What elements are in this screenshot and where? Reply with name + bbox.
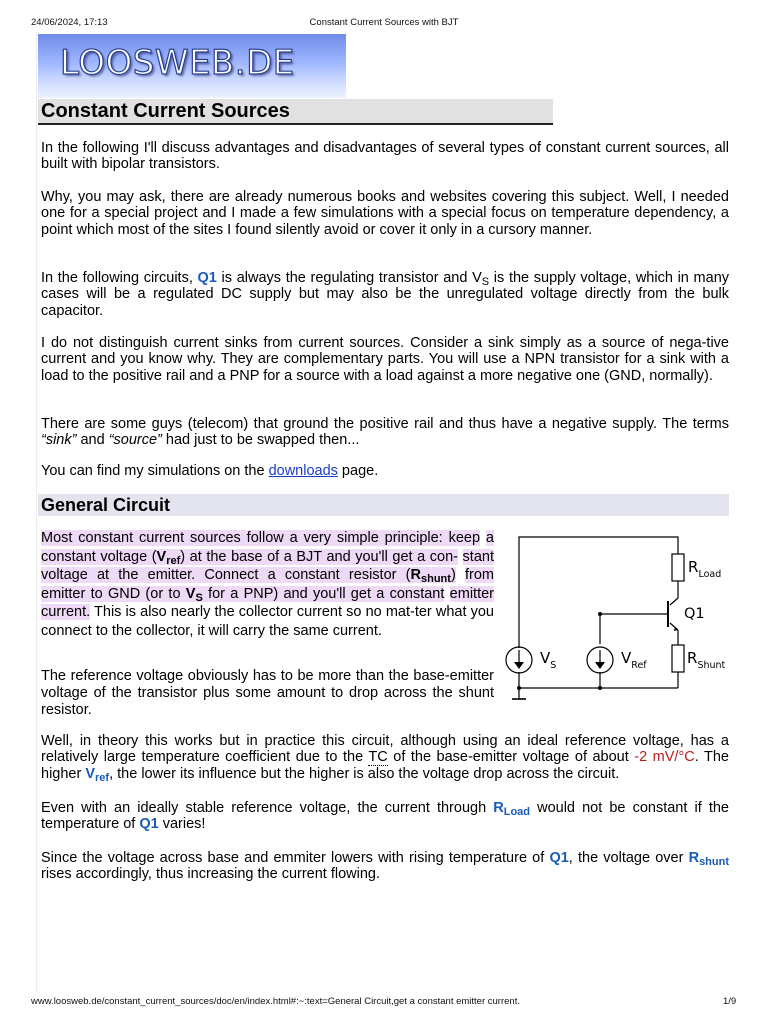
svg-text:RShunt: $R_{Shunt}$ [687,649,726,671]
print-date: 24/06/2024, 17:13 [31,17,108,28]
svg-text:Q1: Q1 [684,606,705,622]
downloads-link[interactable]: downloads [268,463,338,479]
page-title: Constant Current Sources [38,99,553,125]
site-logo[interactable] [38,34,346,98]
page-left-border [36,32,37,992]
rshunt-resistor [672,645,684,672]
intro-paragraph-5: There are some guys (telecom) that ground the positive rail and thus have a negative supply. The terms “sink” and “source” had just to be swapped then... [41,416,729,449]
tc-abbreviation[interactable]: TC [368,749,388,766]
svg-text:RLoad: $R_{Load}$ [688,558,722,580]
section-title-general-circuit: General Circuit [38,494,729,516]
print-footer-url: www.loosweb.de/constant_current_sources/doc/en/index.html#:~:text=General Circuit,get a constant emitter current. [31,996,520,1007]
general-circuit-paragraph-2: The reference voltage obviously has to be more than the base-emitter voltage of the transistor plus some amount to drop across the shunt resistor. [41,668,494,718]
rload-resistor [672,554,684,581]
svg-text:VS: $V_S$ [540,649,557,671]
intro-paragraph-3: In the following circuits, Q1 is always the regulating transistor and $V_S$ is the supply voltage, which in many cases will be a regulated DC supply but may also be the unregulated voltage directly from the bulk capacitor. [41,270,730,319]
print-page-title: Constant Current Sources with BJT [309,17,459,28]
general-circuit-schematic [498,530,738,706]
q1-term: Q1 [197,270,217,286]
print-page-number: 1/9 [723,996,737,1007]
intro-paragraph-4: I do not distinguish current sinks from current sources. Consider a sink simply as a source of nega-tive current and you know why. They are complementary parts. You will use a NPN transistor for a sink with a load to the positive rail and a PNP for a source with a load against a more negative one (GND, normally). [41,335,729,384]
svg-text:VRef: $V_{Ref}$ [621,649,647,671]
intro-paragraph-1: In the following I'll discuss advantages and disadvantages of several types of constant current sources, all built with bipolar transistors. [41,140,729,173]
general-circuit-paragraph-5: Since the voltage across base and emmiter lowers with rising temperature of Q1, the voltage over $R_{shunt}$ rises accordingly, thus increasing the current flowing. [41,850,730,883]
general-circuit-paragraph-1: Most constant current sources follow a very simple principle: keep a constant voltage $(V_{ref})$ at the base of a BJT and you'll get a con- stant voltage at the emitter. Connect a constant resistor $(R_{shunt})$ from emitter to GND (or to $V_S$ for a PNP) and you'll get a constant emitter current. This is also nearly the collector current so no mat-ter what you connect to the collector, it will carry the same current. [41,530,494,639]
general-circuit-paragraph-3: Well, in theory this works but in practice this circuit, although using an ideal reference voltage, has a relatively large temperature coefficient due to the TC of the base-emitter voltage of about -2 mV/°C. The higher $V_{ref}$, the lower its influence but the higher is also the voltage drop across the circuit. [41,733,729,784]
general-circuit-paragraph-4: Even with an ideally stable reference voltage, the current through $R_{Load}$ would not be constant if the temperature of Q1 varies! [41,800,729,833]
intro-paragraph-6: You can find my simulations on the downloads page. [41,463,379,479]
intro-paragraph-2: Why, you may ask, there are already numerous books and websites covering this subject. Well, I needed one for a special project and I made a few simulations with a special focus on temperature dependency, a point which most of the sites I found silently avoid or cover it only in a cursory manner. [41,189,729,238]
supply-rail-wire [519,537,678,648]
logo-text: LOOSWEB.DE [60,43,295,83]
